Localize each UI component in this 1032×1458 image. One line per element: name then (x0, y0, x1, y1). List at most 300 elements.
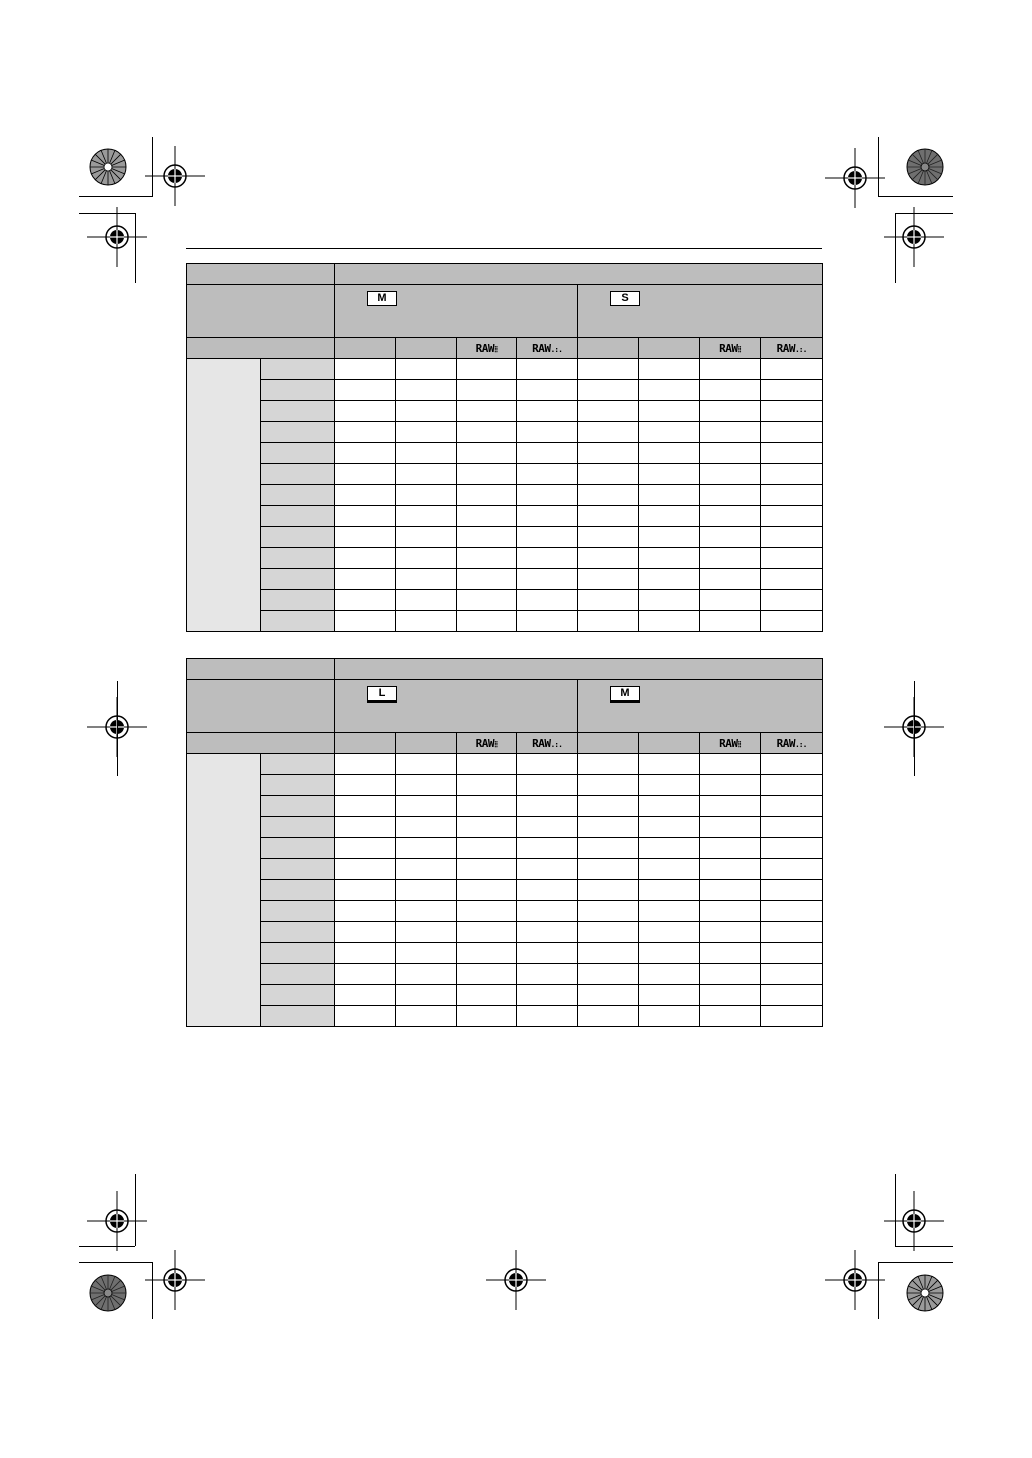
quality-header (335, 338, 396, 359)
calibration-wheel-icon (906, 148, 944, 186)
table-cell (639, 901, 700, 922)
table-cell (639, 943, 700, 964)
table-row (187, 506, 823, 527)
table-cell (639, 590, 700, 611)
table-cell (700, 859, 761, 880)
table-cell (639, 611, 700, 632)
table-cell (517, 443, 578, 464)
table-cell (517, 880, 578, 901)
registration-target-icon (145, 146, 205, 206)
table-cell (639, 754, 700, 775)
table-cell (335, 754, 396, 775)
table-cell (578, 838, 639, 859)
table-cell (578, 964, 639, 985)
table-cell (335, 880, 396, 901)
table-cell (335, 422, 396, 443)
table-cell (396, 569, 457, 590)
registration-target-icon (486, 1250, 546, 1310)
table-cell (761, 590, 823, 611)
table-cell (639, 880, 700, 901)
table-cell (457, 817, 517, 838)
table-cell (335, 527, 396, 548)
table-cell (578, 401, 639, 422)
table-cell (335, 548, 396, 569)
table-cell (578, 569, 639, 590)
table-cell (517, 859, 578, 880)
table-row (187, 859, 823, 880)
header-cell (187, 338, 335, 359)
table-cell (761, 485, 823, 506)
fine-quality-icon: ⁞⁞ (494, 739, 498, 749)
table-row (187, 817, 823, 838)
table-cell (396, 443, 457, 464)
table-row (187, 1006, 823, 1027)
table-cell (639, 548, 700, 569)
table-row (187, 985, 823, 1006)
table-cell (457, 569, 517, 590)
row-group-label (187, 754, 261, 1027)
table-cell (517, 796, 578, 817)
table-row (187, 548, 823, 569)
table-cell (578, 527, 639, 548)
table-cell (457, 775, 517, 796)
registration-target-icon (87, 207, 147, 267)
row-label (261, 527, 335, 548)
table-row (187, 422, 823, 443)
registration-target-icon (145, 1250, 205, 1310)
calibration-wheel-icon (89, 148, 127, 186)
table-cell (517, 359, 578, 380)
table-cell (578, 485, 639, 506)
table-cell (639, 817, 700, 838)
table-cell (517, 775, 578, 796)
table-cell (517, 817, 578, 838)
table-cell (457, 527, 517, 548)
table-cell (396, 964, 457, 985)
table-cell (396, 359, 457, 380)
table-row (187, 943, 823, 964)
table-cell (700, 590, 761, 611)
table-cell (396, 422, 457, 443)
table-cell (578, 1006, 639, 1027)
table-cell (335, 775, 396, 796)
table-cell (578, 443, 639, 464)
table-cell (578, 817, 639, 838)
table-cell (761, 527, 823, 548)
table-cell (578, 901, 639, 922)
table-cell (457, 443, 517, 464)
table-cell (700, 401, 761, 422)
table-cell (700, 901, 761, 922)
raw-fine-header: RAW⁞⁞ (457, 338, 517, 359)
header-cell (187, 733, 335, 754)
row-label (261, 359, 335, 380)
row-label (261, 380, 335, 401)
raw-standard-header: RAW.:. (517, 733, 578, 754)
row-label (261, 548, 335, 569)
table-cell (578, 506, 639, 527)
table-cell (457, 964, 517, 985)
table-cell (639, 859, 700, 880)
table-cell (700, 380, 761, 401)
table-cell (578, 985, 639, 1006)
table-row (187, 359, 823, 380)
table-cell (700, 964, 761, 985)
table-cell (700, 817, 761, 838)
raw-standard-header: RAW.:. (517, 338, 578, 359)
table-cell (578, 590, 639, 611)
row-label (261, 754, 335, 775)
table-cell (335, 817, 396, 838)
table-cell (761, 754, 823, 775)
registration-target-icon (87, 1191, 147, 1251)
table-cell (335, 401, 396, 422)
standard-quality-icon: .:. (550, 739, 562, 749)
table-cell (335, 964, 396, 985)
table-row (187, 380, 823, 401)
calibration-wheel-icon (89, 1274, 127, 1312)
table-cell (639, 506, 700, 527)
table-cell (761, 1006, 823, 1027)
registration-line (117, 681, 118, 776)
registration-target-icon (825, 1250, 885, 1310)
table-cell (517, 922, 578, 943)
picture-size-header (335, 680, 578, 733)
row-label (261, 943, 335, 964)
table-cell (700, 880, 761, 901)
table-cell (761, 506, 823, 527)
row-label (261, 817, 335, 838)
picture-size-header (335, 285, 578, 338)
row-label (261, 901, 335, 922)
table-row (187, 901, 823, 922)
table-cell (335, 464, 396, 485)
table-cell (639, 401, 700, 422)
table-row (187, 590, 823, 611)
table-cell (578, 422, 639, 443)
size-icon: S (610, 291, 640, 306)
quality-header (639, 338, 700, 359)
table-cell (457, 506, 517, 527)
table-row (187, 569, 823, 590)
table-cell (700, 359, 761, 380)
row-label (261, 838, 335, 859)
row-label (261, 422, 335, 443)
table-cell (457, 1006, 517, 1027)
table-cell (700, 506, 761, 527)
table-cell (761, 464, 823, 485)
row-label (261, 443, 335, 464)
table-cell (457, 754, 517, 775)
table-row (187, 838, 823, 859)
table-cell (761, 380, 823, 401)
quality-header (396, 338, 457, 359)
fine-quality-icon: ⁞⁞ (494, 344, 498, 354)
table-row (187, 485, 823, 506)
table-cell (335, 569, 396, 590)
quality-header (639, 733, 700, 754)
table-cell (457, 859, 517, 880)
table-cell (517, 548, 578, 569)
table-cell (396, 922, 457, 943)
table-cell (396, 506, 457, 527)
table-cell (457, 611, 517, 632)
table-cell (396, 859, 457, 880)
table-cell (517, 901, 578, 922)
table-cell (457, 901, 517, 922)
table-cell (517, 754, 578, 775)
table-cell (700, 922, 761, 943)
table-body (187, 754, 823, 1027)
table-cell (700, 422, 761, 443)
table-cell (700, 485, 761, 506)
table-cell (700, 569, 761, 590)
row-label (261, 859, 335, 880)
table-cell (761, 859, 823, 880)
table-row (187, 464, 823, 485)
table-cell (761, 964, 823, 985)
table-cell (639, 422, 700, 443)
table-row (187, 964, 823, 985)
quality-header (578, 733, 639, 754)
table-cell (639, 1006, 700, 1027)
raw-fine-header: RAW⁞⁞ (700, 733, 761, 754)
table-row (187, 754, 823, 775)
table-cell (639, 443, 700, 464)
header-cell (335, 264, 823, 285)
table-cell (700, 796, 761, 817)
table-cell (700, 985, 761, 1006)
table-cell (700, 464, 761, 485)
table-cell (396, 817, 457, 838)
table-cell (578, 754, 639, 775)
table-cell (335, 443, 396, 464)
table-cell (761, 838, 823, 859)
table-cell (761, 922, 823, 943)
table-cell (639, 359, 700, 380)
table-cell (335, 359, 396, 380)
table-cell (457, 401, 517, 422)
table-cell (700, 527, 761, 548)
calibration-wheel-icon (906, 1274, 944, 1312)
table-cell (578, 548, 639, 569)
table-cell (335, 1006, 396, 1027)
row-label (261, 485, 335, 506)
table-cell (457, 838, 517, 859)
table-cell (700, 754, 761, 775)
table-row (187, 880, 823, 901)
row-label (261, 796, 335, 817)
table-cell (761, 985, 823, 1006)
table-cell (396, 485, 457, 506)
table-cell (700, 611, 761, 632)
table-cell (578, 943, 639, 964)
row-label (261, 569, 335, 590)
row-label (261, 590, 335, 611)
table-cell (517, 590, 578, 611)
table-cell (517, 838, 578, 859)
table-cell (517, 422, 578, 443)
header-cell (187, 285, 335, 338)
row-label (261, 506, 335, 527)
table-cell (457, 485, 517, 506)
quality-header (578, 338, 639, 359)
table-cell (761, 901, 823, 922)
quality-header (396, 733, 457, 754)
table-cell (335, 506, 396, 527)
table-cell (639, 838, 700, 859)
table-cell (396, 796, 457, 817)
table-cell (396, 401, 457, 422)
table-cell (396, 527, 457, 548)
table-row (187, 922, 823, 943)
row-label (261, 464, 335, 485)
table-cell (457, 590, 517, 611)
row-label (261, 401, 335, 422)
table-cell (396, 590, 457, 611)
table-cell (396, 464, 457, 485)
size-icon: M (367, 291, 397, 306)
table-cell (396, 901, 457, 922)
standard-quality-icon: .:. (550, 344, 562, 354)
registration-line (914, 681, 915, 776)
raw-fine-header: RAW⁞⁞ (457, 733, 517, 754)
table-cell (578, 922, 639, 943)
table-cell (639, 796, 700, 817)
table-cell (517, 527, 578, 548)
table-cell (639, 775, 700, 796)
table-cell (700, 548, 761, 569)
table-cell (578, 359, 639, 380)
table-cell (578, 380, 639, 401)
table-cell (639, 485, 700, 506)
raw-standard-header: RAW.:. (761, 733, 823, 754)
table-cell (457, 548, 517, 569)
table-cell (578, 611, 639, 632)
table-cell (396, 775, 457, 796)
table-cell (700, 1006, 761, 1027)
table-cell (639, 922, 700, 943)
table-cell (761, 401, 823, 422)
table-cell (639, 380, 700, 401)
table-cell (761, 775, 823, 796)
size-icon: L (367, 686, 397, 703)
raw-fine-header: RAW⁞⁞ (700, 338, 761, 359)
table-cell (761, 422, 823, 443)
table-cell (578, 775, 639, 796)
table-cell (578, 796, 639, 817)
table-cell (396, 985, 457, 1006)
table-cell (396, 880, 457, 901)
table-cell (457, 880, 517, 901)
table-row (187, 443, 823, 464)
table-cell (639, 464, 700, 485)
raw-standard-header: RAW.:. (761, 338, 823, 359)
table-cell (761, 443, 823, 464)
table-cell (457, 359, 517, 380)
table-cell (335, 838, 396, 859)
table-cell (335, 922, 396, 943)
table-cell (335, 985, 396, 1006)
table-cell (335, 859, 396, 880)
table-cell (761, 796, 823, 817)
table-cell (578, 859, 639, 880)
row-label (261, 611, 335, 632)
row-label (261, 775, 335, 796)
table-row (187, 775, 823, 796)
table-row (187, 401, 823, 422)
table-cell (517, 964, 578, 985)
table-cell (396, 838, 457, 859)
table-row (187, 611, 823, 632)
table-cell (517, 464, 578, 485)
table-cell (457, 796, 517, 817)
row-group-label (187, 359, 261, 632)
table-cell (396, 611, 457, 632)
table-cell (761, 943, 823, 964)
table-cell (761, 817, 823, 838)
table-row (187, 796, 823, 817)
size-icon: M (610, 686, 640, 703)
table-cell (578, 464, 639, 485)
table-cell (639, 985, 700, 1006)
table-cell (517, 943, 578, 964)
registration-target-icon (884, 207, 944, 267)
registration-target-icon (884, 1191, 944, 1251)
table-cell (335, 943, 396, 964)
table-cell (335, 611, 396, 632)
table-cell (578, 880, 639, 901)
table-cell (517, 401, 578, 422)
header-cell (335, 659, 823, 680)
table-cell (517, 569, 578, 590)
table-cell (335, 485, 396, 506)
table-cell (335, 380, 396, 401)
fine-quality-icon: ⁞⁞ (737, 739, 741, 749)
table-cell (761, 359, 823, 380)
quality-header (335, 733, 396, 754)
table-cell (517, 611, 578, 632)
header-cell (187, 659, 335, 680)
picture-size-header (578, 680, 823, 733)
table-cell (396, 943, 457, 964)
table-cell (335, 590, 396, 611)
table-cell (761, 569, 823, 590)
table-cell (761, 880, 823, 901)
table-cell (396, 1006, 457, 1027)
row-label (261, 880, 335, 901)
header-rule (186, 248, 822, 249)
header-cell (187, 264, 335, 285)
table-cell (457, 922, 517, 943)
table-cell (457, 422, 517, 443)
table-cell (335, 901, 396, 922)
picture-size-header (578, 285, 823, 338)
table-cell (457, 464, 517, 485)
table-cell (517, 485, 578, 506)
table-cell (517, 985, 578, 1006)
table-cell (517, 506, 578, 527)
table-cell (396, 548, 457, 569)
table-cell (517, 380, 578, 401)
fine-quality-icon: ⁞⁞ (737, 344, 741, 354)
table-cell (335, 796, 396, 817)
header-cell (187, 680, 335, 733)
table-cell (457, 943, 517, 964)
table-cell (761, 548, 823, 569)
standard-quality-icon: .:. (794, 344, 807, 354)
table-cell (761, 611, 823, 632)
